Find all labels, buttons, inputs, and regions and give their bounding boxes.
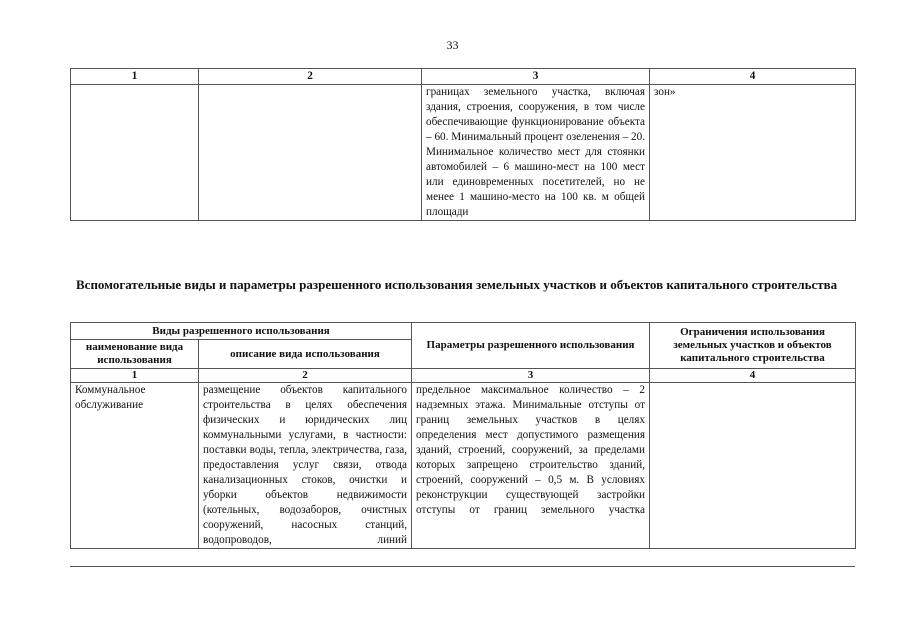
- cell-limits: зон»: [650, 85, 856, 221]
- section-heading: Вспомогательные виды и параметры разрешенного использования земельных участков и объектов капитального строительства: [76, 277, 838, 292]
- header-uses-group: Виды разрешенного использования: [71, 323, 412, 340]
- column-number-2: 2: [199, 69, 422, 85]
- column-number-4: 4: [650, 369, 856, 383]
- header-use-description: описание вида использования: [199, 340, 412, 369]
- cell-col2: [199, 85, 422, 221]
- column-number-4: 4: [650, 69, 856, 85]
- table-header-row: [71, 69, 856, 85]
- cell-parameters: предельное максимальное количество – 2 надземных этажа. Минимальные отступы от границ земельных участков в целях определения мест допустимого размещения зданий, строений, сооружений, за пределами которых запрещено строительство зданий, строений, сооружений – 0,5 м. В условиях реконструкции существующей застройки отступы от границ земельного участка: [412, 383, 650, 549]
- table-header-row: [71, 323, 856, 340]
- table-row: [71, 85, 856, 221]
- column-number-1: 1: [71, 369, 199, 383]
- cell-use-description: размещение объектов капитального строительства в целях обеспечения физических и юридических лиц коммунальными услугами, в частности: поставки воды, тепла, электричества, газа, предоставления услуг связи, отвода канализационных стоков, очистки и уборки объектов недвижимости (котельных, водозаборов, очистных сооружений, насосных станций, водопроводов, линий: [199, 383, 412, 549]
- table-bottom-border: [70, 566, 855, 567]
- table-number-row: [71, 369, 856, 383]
- column-number-1: 1: [71, 69, 199, 85]
- header-use-name: наименование вида использования: [71, 340, 199, 369]
- cell-limits: [650, 383, 856, 549]
- cell-col1: [71, 85, 199, 221]
- column-number-2: 2: [199, 369, 412, 383]
- column-number-3: 3: [422, 69, 650, 85]
- header-parameters: Параметры разрешенного использования: [412, 323, 650, 369]
- cell-parameters: границах земельного участка, включая здания, строения, сооружения, в том числе обеспечивающие функционирование объекта – 60. Минимальный процент озеленения – 20. Минимальное количество мест для стоянки автомобилей – 6 машино-мест на 100 мест или единовременных посетителей, но не менее 1 машино-место на 100 кв. м общей площади: [422, 85, 650, 221]
- page-bottom-margin: [0, 567, 905, 640]
- auxiliary-uses-table: [70, 322, 856, 549]
- table-row: [71, 383, 856, 549]
- table-continued: [70, 68, 856, 221]
- header-limits: Ограничения использования земельных участков и объектов капитального строительства: [650, 323, 856, 369]
- column-number-3: 3: [412, 369, 650, 383]
- page-number: 33: [446, 38, 459, 52]
- cell-use-name: Коммунальное обслуживание: [71, 383, 199, 549]
